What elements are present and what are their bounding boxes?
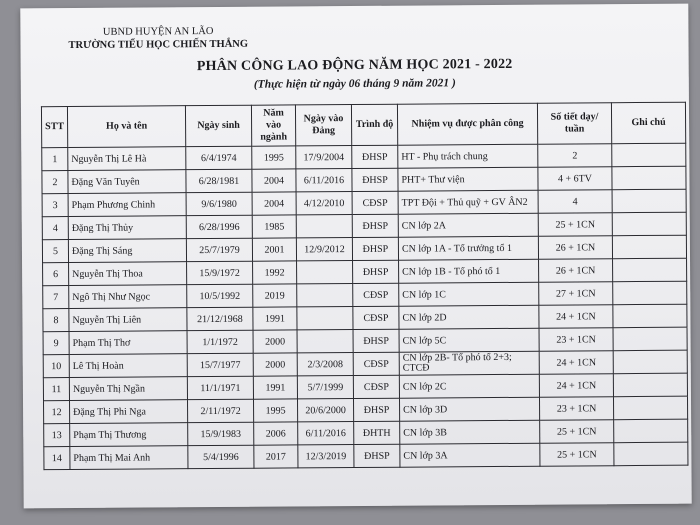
- cell-task: CN lớp 3A: [400, 443, 540, 467]
- cell-year-in: 1991: [253, 307, 297, 330]
- cell-party: [297, 307, 353, 330]
- cell-task: CN lớp 3D: [399, 397, 539, 421]
- cell-party: 5/7/1999: [297, 376, 353, 399]
- cell-name: Ngô Thị Như Ngọc: [69, 285, 187, 309]
- document-title: PHÂN CÔNG LAO ĐỘNG NĂM HỌC 2021 - 2022: [196, 56, 513, 75]
- cell-degree: ĐHSP: [353, 260, 399, 283]
- cell-dob: 2/11/1972: [187, 399, 253, 422]
- cell-stt: 4: [42, 217, 68, 240]
- cell-degree: ĐHSP: [352, 214, 398, 237]
- cell-note: [612, 143, 686, 167]
- cell-degree: ĐHSP: [353, 398, 399, 421]
- cell-party: [297, 284, 353, 307]
- header-stt: STT: [41, 107, 67, 148]
- cell-note: [613, 281, 687, 305]
- cell-party: [297, 261, 353, 284]
- cell-degree: ĐHSP: [354, 444, 400, 467]
- cell-stt: 13: [44, 424, 70, 447]
- cell-year-in: 2004: [252, 192, 296, 215]
- cell-year-in: 2006: [254, 422, 298, 445]
- header-degree: Trình độ: [351, 104, 397, 145]
- cell-year-in: 1985: [252, 215, 296, 238]
- cell-note: [613, 304, 687, 328]
- cell-note: [614, 442, 688, 466]
- cell-degree: CĐSP: [352, 191, 398, 214]
- cell-year-in: 2017: [254, 445, 298, 468]
- cell-load: 24 + 1CN: [539, 305, 613, 329]
- document-page: [20, 4, 691, 509]
- cell-stt: 5: [42, 240, 68, 263]
- cell-name: Đặng Thị Sáng: [68, 239, 186, 263]
- cell-load: 23 + 1CN: [539, 397, 613, 421]
- cell-year-in: 2000: [253, 330, 297, 353]
- cell-load: 4: [538, 190, 612, 214]
- cell-note: [612, 235, 686, 259]
- cell-dob: 1/1/1972: [187, 330, 253, 353]
- cell-task: PHT+ Thư viện: [398, 167, 538, 191]
- cell-task: CN lớp 2A: [398, 213, 538, 237]
- cell-note: [614, 419, 688, 443]
- cell-task: CN lớp 1C: [399, 282, 539, 306]
- cell-load: 26 + 1CN: [538, 236, 612, 260]
- table-row: [44, 442, 688, 469]
- cell-name: Nguyễn Thị Thoa: [69, 262, 187, 286]
- school-name: TRƯỜNG TIỂU HỌC CHIẾN THẮNG: [68, 38, 249, 52]
- cell-year-in: 1995: [252, 146, 296, 169]
- header-dob: Ngày sinh: [185, 105, 251, 146]
- cell-dob: 5/4/1996: [188, 445, 254, 468]
- cell-year-in: 1992: [253, 261, 297, 284]
- cell-party: 6/11/2016: [298, 422, 354, 445]
- cell-degree: ĐHSP: [352, 168, 398, 191]
- cell-stt: 10: [43, 355, 69, 378]
- cell-degree: ĐHSP: [353, 329, 399, 352]
- cell-degree: CĐSP: [353, 306, 399, 329]
- cell-year-in: 1991: [253, 376, 297, 399]
- cell-load: 25 + 1CN: [540, 443, 614, 467]
- table-body: [42, 143, 688, 469]
- cell-stt: 12: [44, 401, 70, 424]
- cell-stt: 14: [44, 447, 70, 470]
- cell-name: Nguyễn Thị Liên: [69, 308, 187, 332]
- cell-task: TPT Đội + Thủ quỹ + GV ÂN2: [398, 190, 538, 214]
- cell-party: 4/12/2010: [296, 192, 352, 215]
- cell-task: CN lớp 1A - Tổ trưởng tổ 1: [398, 236, 538, 260]
- header-load: Số tiết dạy/ tuần: [537, 103, 611, 145]
- cell-year-in: 2000: [253, 353, 297, 376]
- assignment-table: [41, 102, 689, 470]
- cell-party: [296, 215, 352, 238]
- cell-task: CN lớp 5C: [399, 328, 539, 352]
- cell-degree: CĐSP: [353, 283, 399, 306]
- cell-name: Phạm Thị Thương: [70, 423, 188, 447]
- cell-degree: ĐHTH: [354, 421, 400, 444]
- cell-stt: 11: [43, 378, 69, 401]
- cell-stt: 8: [43, 309, 69, 332]
- org-name: UBND HUYỆN AN LÃO: [102, 25, 214, 38]
- cell-degree: CĐSP: [353, 375, 399, 398]
- cell-note: [612, 212, 686, 236]
- cell-dob: 21/12/1968: [187, 307, 253, 330]
- cell-stt: 1: [42, 148, 68, 171]
- document-subtitle: (Thực hiện từ ngày 06 tháng 9 năm 2021 ): [253, 77, 456, 91]
- cell-load: 26 + 1CN: [539, 259, 613, 283]
- cell-stt: 2: [42, 171, 68, 194]
- cell-task: CN lớp 2D: [399, 305, 539, 329]
- cell-name: Đặng Thị Thủy: [68, 216, 186, 240]
- cell-note: [613, 327, 687, 351]
- cell-dob: 15/9/1983: [188, 422, 254, 445]
- cell-year-in: 2001: [252, 238, 296, 261]
- cell-party: 2/3/2008: [297, 353, 353, 376]
- cell-dob: 6/28/1981: [186, 169, 252, 192]
- cell-load: 23 + 1CN: [539, 328, 613, 352]
- cell-task: HT - Phụ trách chung: [398, 144, 538, 168]
- cell-stt: 9: [43, 332, 69, 355]
- cell-note: [613, 258, 687, 282]
- cell-name: Đặng Văn Tuyên: [68, 170, 186, 194]
- cell-party: [297, 330, 353, 353]
- cell-degree: ĐHSP: [352, 145, 398, 168]
- cell-stt: 3: [42, 194, 68, 217]
- cell-party: 6/11/2016: [296, 169, 352, 192]
- cell-dob: 15/9/1972: [187, 261, 253, 284]
- cell-year-in: 1995: [253, 399, 297, 422]
- cell-dob: 10/5/1992: [187, 284, 253, 307]
- cell-note: [613, 396, 687, 420]
- cell-stt: 6: [43, 263, 69, 286]
- cell-name: Phạm Thị Thơ: [69, 331, 187, 355]
- cell-name: Lê Thị Hoàn: [69, 354, 187, 378]
- cell-dob: 11/1/1971: [187, 376, 253, 399]
- cell-dob: 6/28/1996: [186, 215, 252, 238]
- cell-load: 4 + 6TV: [538, 167, 612, 191]
- cell-task: CN lớp 2B- Tổ phó tổ 2+3; CTCĐ: [399, 351, 539, 375]
- cell-year-in: 2004: [252, 169, 296, 192]
- cell-load: 27 + 1CN: [539, 282, 613, 306]
- cell-note: [613, 350, 687, 374]
- cell-dob: 9/6/1980: [186, 192, 252, 215]
- cell-party: 17/9/2004: [296, 146, 352, 169]
- cell-note: [612, 189, 686, 213]
- header-year-in: Năm vào ngành: [251, 105, 295, 146]
- cell-party: 12/9/2012: [296, 238, 352, 261]
- cell-degree: CĐSP: [353, 352, 399, 375]
- cell-name: Phạm Thị Mai Anh: [70, 446, 188, 470]
- cell-name: Nguyễn Thị Ngần: [69, 377, 187, 401]
- cell-name: Nguyễn Thị Lê Hà: [68, 147, 186, 171]
- cell-year-in: 2019: [253, 284, 297, 307]
- header-party: Ngày vào Đảng: [295, 105, 351, 146]
- cell-dob: 25/7/1979: [186, 238, 252, 261]
- cell-name: Phạm Phương Chinh: [68, 193, 186, 217]
- table-header-row: [41, 102, 685, 147]
- header-name: Họ và tên: [67, 106, 185, 148]
- cell-load: 25 + 1CN: [540, 420, 614, 444]
- cell-task: CN lớp 1B - Tổ phó tổ 1: [399, 259, 539, 283]
- cell-party: 12/3/2019: [298, 445, 354, 468]
- cell-load: 24 + 1CN: [539, 351, 613, 375]
- cell-dob: 6/4/1974: [186, 146, 252, 169]
- cell-task: CN lớp 2C: [399, 374, 539, 398]
- cell-load: 2: [538, 144, 612, 168]
- cell-stt: 7: [43, 286, 69, 309]
- cell-dob: 15/7/1977: [187, 353, 253, 376]
- cell-task: CN lớp 3B: [400, 420, 540, 444]
- cell-note: [612, 166, 686, 190]
- header-org-block: [68, 25, 248, 52]
- cell-party: 20/6/2000: [297, 399, 353, 422]
- cell-name: Đặng Thị Phi Nga: [70, 400, 188, 424]
- header-note: Ghi chú: [611, 102, 685, 144]
- header-task: Nhiệm vụ được phân công: [397, 103, 537, 145]
- cell-load: 24 + 1CN: [539, 374, 613, 398]
- cell-load: 25 + 1CN: [538, 213, 612, 237]
- cell-degree: ĐHSP: [352, 237, 398, 260]
- cell-note: [613, 373, 687, 397]
